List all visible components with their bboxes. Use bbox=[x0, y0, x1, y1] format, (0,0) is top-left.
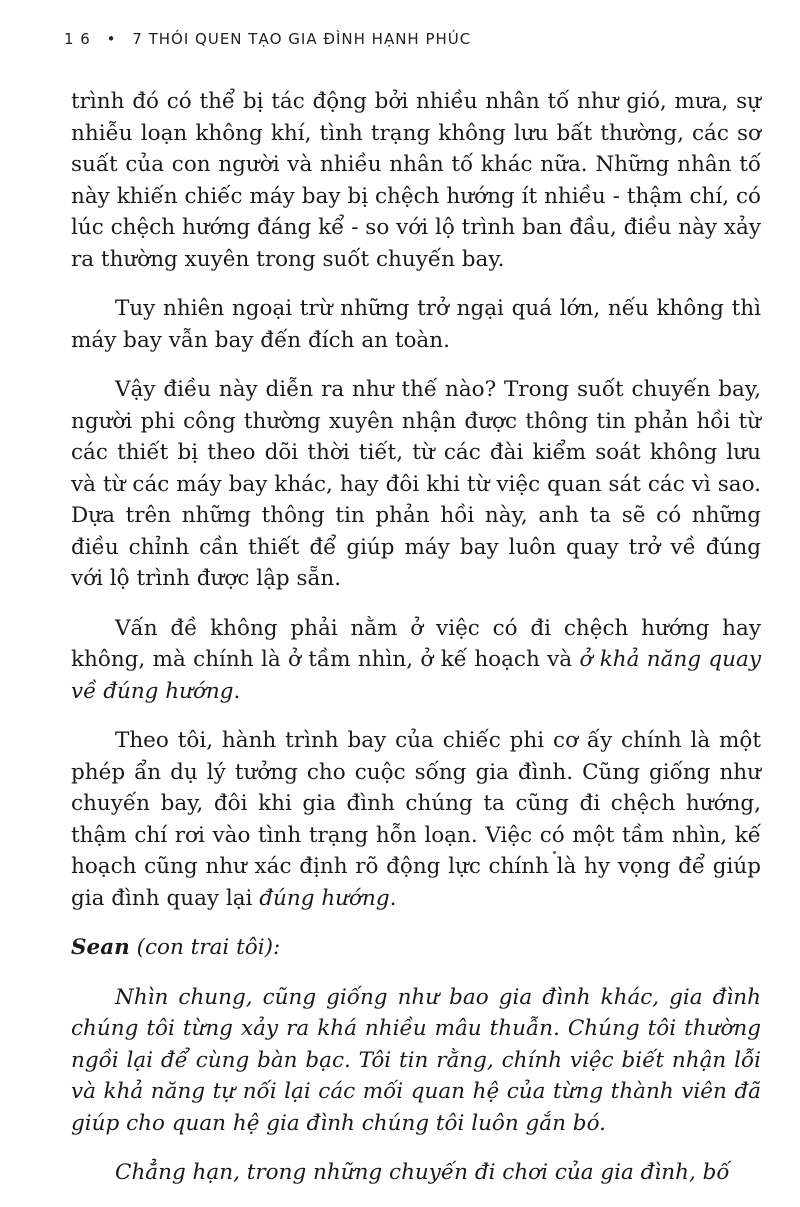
paragraph-4-italic: ở khả năng quay về đúng hướng bbox=[71, 647, 761, 704]
paragraph-2: Tuy nhiên ngoại trừ những trở ngại quá lớn, nếu không thì máy bay vẫn bay đến đích an toàn. bbox=[71, 296, 761, 353]
paragraph-4-text: Vấn đề không phải nằm ở việc có đi chệch hướng hay không, mà chính là ở tầm nhìn, ở kế hoạch và bbox=[71, 615, 761, 672]
book-title: 7 THÓI QUEN TẠO GIA ĐÌNH HẠNH PHÚC bbox=[132, 30, 472, 48]
paragraph-5 bbox=[71, 725, 761, 914]
paragraph-5-text: Theo tôi, hành trình bay của chiếc phi cơ ấy chính là một phép ẩn dụ lý tưởng cho cuộc sống gia đình. Cũng giống như chuyến bay, đôi khi gia đình chúng ta cũng đi chệch hướng, thậm chí rơi vào tình trạng hỗn loạn. Việc có một tầm nhìn, kế hoạch cũng như xác định rõ động lực chính là hy vọng để giúp gia đình quay lại bbox=[71, 728, 761, 911]
page-number: 1 6 bbox=[64, 30, 91, 48]
paragraph-3: Vậy điều này diễn ra như thế nào? Trong suốt chuyến bay, người phi công thường xuyên nhận được thông tin phản hồi từ các thiết bị theo dõi thời tiết, từ các đài kiểm soát không lưu và từ các máy bay khác, hay đôi khi từ việc quan sát các vì sao. Dựa trên những thông tin phản hồi này, anh ta sẽ có những điều chỉnh cần thiết để giúp máy bay luôn quay trở về đúng với lộ trình được lập sẵn. bbox=[71, 377, 761, 591]
paragraph-4-end: . bbox=[233, 678, 241, 704]
scan-speck bbox=[553, 851, 556, 854]
header-separator: • bbox=[106, 30, 117, 48]
running-header bbox=[64, 30, 471, 48]
body-text bbox=[71, 86, 761, 1207]
speaker-note: (con trai tôi): bbox=[136, 935, 281, 960]
paragraph-5-end: . bbox=[389, 885, 397, 911]
speaker-name: Sean bbox=[71, 935, 130, 960]
quote-speaker bbox=[71, 932, 761, 964]
quote-paragraph-1: Nhìn chung, cũng giống như bao gia đình khác, gia đình chúng tôi từng xảy ra khá nhiều mâu thuẫn. Chúng tôi thường ngồi lại để cùng bàn bạc. Tôi tin rằng, chính việc biết nhận lỗi và khả năng tự nối lại các mối quan hệ của từng thành viên đã giúp cho quan hệ gia đình chúng tôi luôn gắn bó. bbox=[71, 984, 761, 1136]
paragraph-5-italic: đúng hướng bbox=[259, 885, 390, 911]
paragraph-1: trình đó có thể bị tác động bởi nhiều nhân tố như gió, mưa, sự nhiễu loạn không khí, tình trạng không lưu bất thường, các sơ suất của con người và nhiều nhân tố khác nữa. Những nhân tố này khiến chiếc máy bay bị chệch hướng ít nhiều - thậm chí, có lúc chệch hướng đáng kể - so với lộ trình ban đầu, điều này xảy ra thường xuyên trong suốt chuyến bay. bbox=[71, 89, 761, 272]
quote-paragraph-2: Chẳng hạn, trong những chuyến đi chơi của gia đình, bố bbox=[115, 1160, 730, 1185]
paragraph-4 bbox=[71, 613, 761, 708]
